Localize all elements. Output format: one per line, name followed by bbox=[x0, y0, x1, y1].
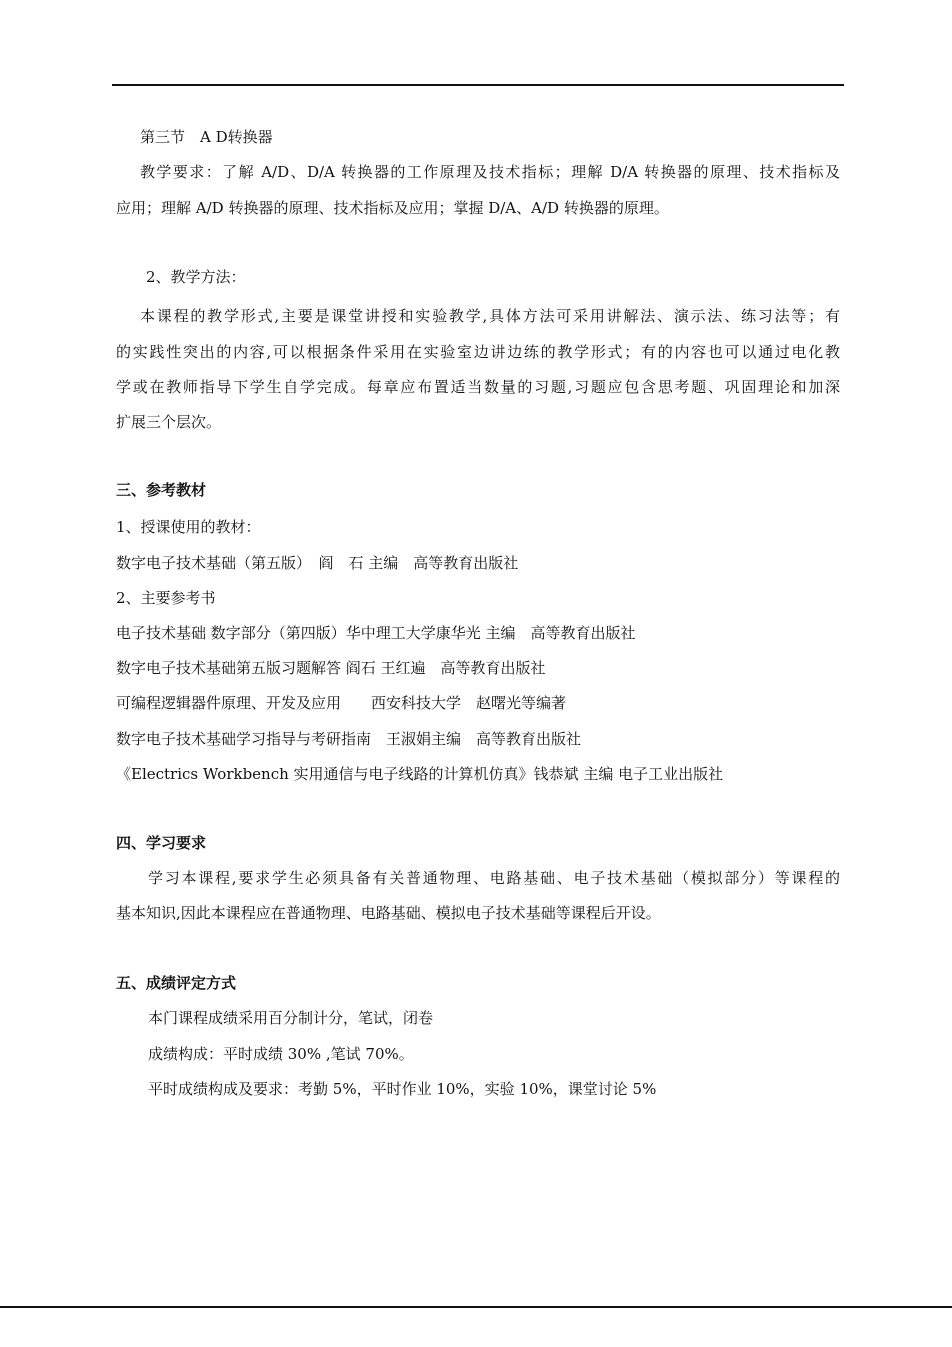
footer-rule bbox=[0, 1306, 952, 1308]
study-heading: 四、学习要求 bbox=[116, 834, 207, 852]
teaching-requirement-line-1: 教学要求：了解 A/D、D/A 转换器的工作原理及技术指标；理解 D/A 转换器的原理、技术指标及 bbox=[140, 163, 840, 181]
reference-book-item: 数字电子技术基础学习指导与考研指南 王淑娟主编 高等教育出版社 bbox=[116, 730, 582, 748]
study-line-1: 学习本课程,要求学生必须具备有关普通物理、电路基础、电子技术基础（模拟部分）等课程的 bbox=[148, 869, 840, 887]
textbook-entry: 数字电子技术基础（第五版） 阎 石 主编 高等教育出版社 bbox=[116, 554, 519, 572]
methods-line-2: 的实践性突出的内容,可以根据条件采用在实验室边讲边练的教学形式；有的内容也可以通过电化教 bbox=[116, 343, 840, 361]
study-line-2: 基本知识,因此本课程应在普通物理、电路基础、模拟电子技术基础等课程后开设。 bbox=[116, 904, 661, 922]
grading-heading: 五、成绩评定方式 bbox=[116, 974, 237, 992]
reference-books-label: 2、主要参考书 bbox=[116, 589, 216, 607]
methods-line-1: 本课程的教学形式,主要是课堂讲授和实验教学,具体方法可采用讲解法、演示法、练习法等；有 bbox=[140, 307, 840, 325]
grading-line: 平时成绩构成及要求：考勤 5%，平时作业 10%，实验 10%，课堂讨论 5% bbox=[148, 1080, 657, 1098]
section-title: 第三节 A D转换器 bbox=[140, 128, 273, 146]
reference-book-item: 电子技术基础 数字部分（第四版）华中理工大学康华光 主编 高等教育出版社 bbox=[116, 624, 636, 642]
methods-line-4: 扩展三个层次。 bbox=[116, 413, 222, 431]
methods-title: 2、教学方法： bbox=[146, 268, 246, 286]
references-heading: 三、参考教材 bbox=[116, 481, 207, 499]
header-rule bbox=[112, 84, 844, 86]
methods-line-3: 学或在教师指导下学生自学完成。每章应布置适当数量的习题,习题应包含思考题、巩固理论和加深 bbox=[116, 378, 840, 396]
grading-line: 成绩构成：平时成绩 30% ,笔试 70%。 bbox=[148, 1045, 414, 1063]
textbook-label: 1、授课使用的教材： bbox=[116, 518, 261, 536]
reference-book-item: 数字电子技术基础第五版习题解答 阎石 王红遍 高等教育出版社 bbox=[116, 659, 546, 677]
teaching-requirement-line-2: 应用；理解 A/D 转换器的原理、技术指标及应用；掌握 D/A、A/D 转换器的原理。 bbox=[116, 199, 669, 217]
reference-book-item: 《Electrics Workbench 实用通信与电子线路的计算机仿真》钱恭斌 主编 电子工业出版社 bbox=[116, 765, 724, 783]
reference-book-item: 可编程逻辑器件原理、开发及应用 西安科技大学 赵曙光等编著 bbox=[116, 694, 567, 712]
grading-line: 本门课程成绩采用百分制计分，笔试，闭卷 bbox=[148, 1009, 434, 1027]
